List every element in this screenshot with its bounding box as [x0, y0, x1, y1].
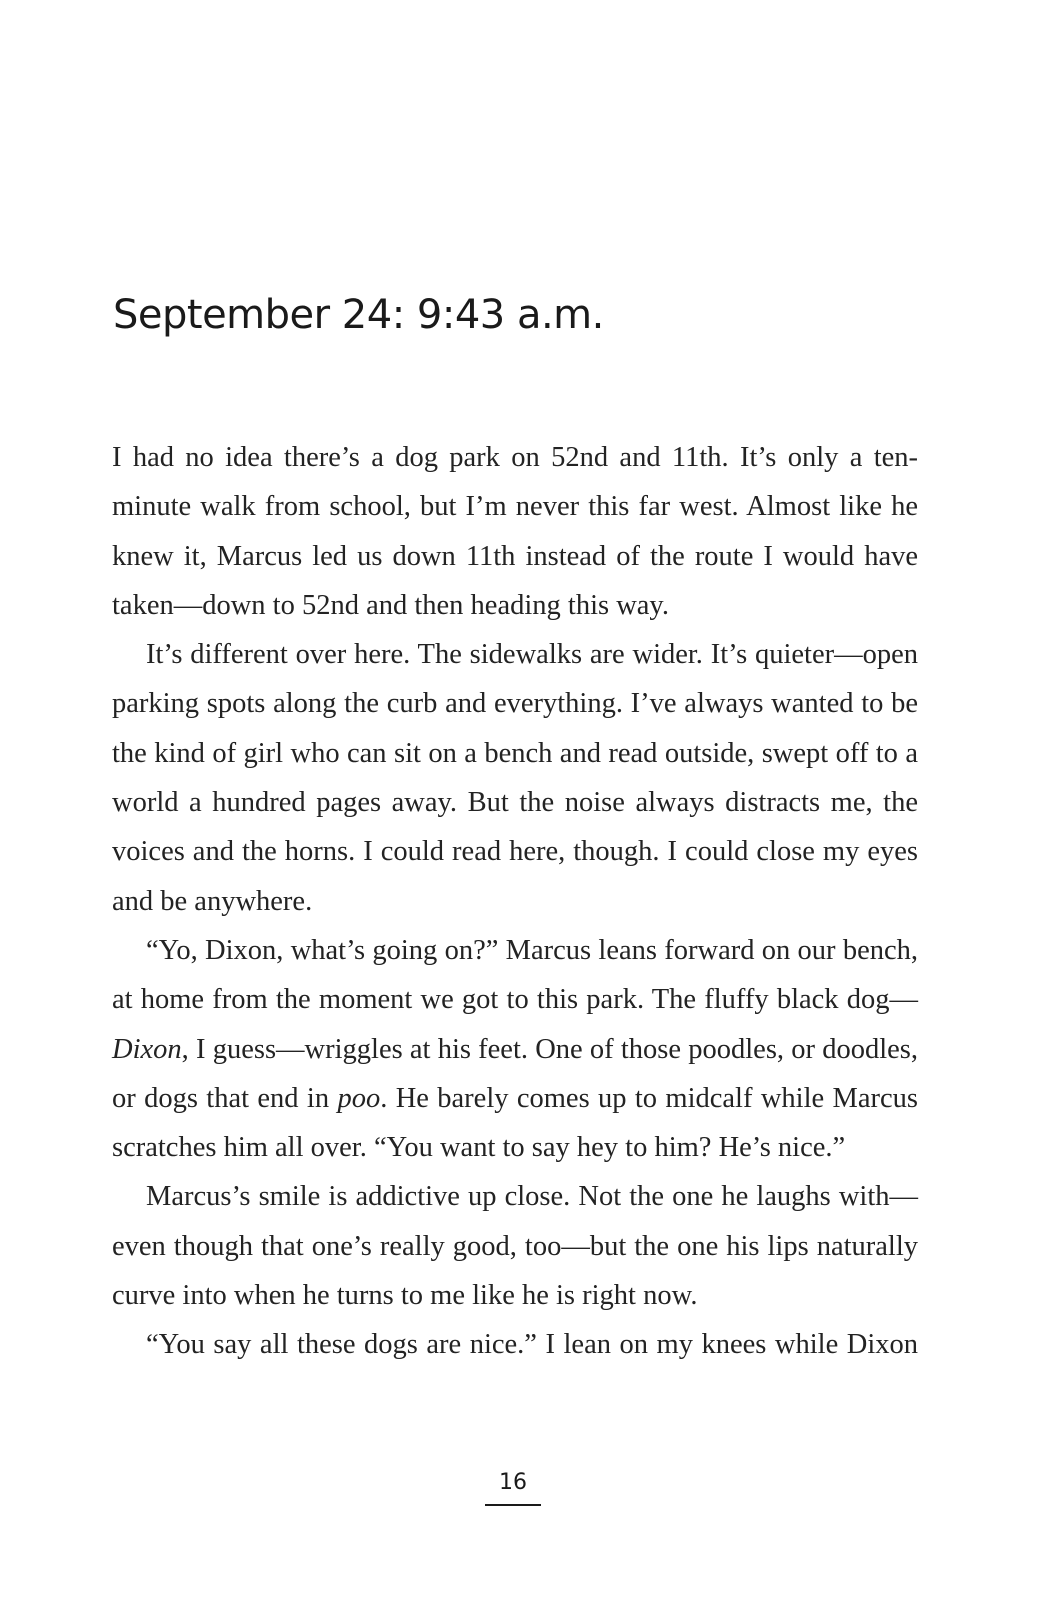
paragraph-text: . He barely comes up to midcalf while Marcus scratches him all over. “You want to say hey to him? He’s nice.” [112, 1082, 918, 1164]
paragraph-text: “You say all these dogs are nice.” I lean on my knees while Dixon [146, 1329, 918, 1361]
paragraph-2 [112, 630, 918, 926]
chapter-heading: September 24: 9:43 a.m. [113, 292, 604, 338]
paragraph-text: It’s different over here. The sidewalks are wider. It’s quieter—open parking spots along the curb and everything. I’ve always wanted to be the kind of girl who can sit on a bench and read outside, swept off to a world a hundred pages away. But the noise always distracts me, the voices and the horns. I could read here, though. I could close my eyes and be anywhere. [112, 639, 918, 917]
italic-text: Dixon [112, 1033, 182, 1065]
body-text [112, 433, 918, 1370]
page-number-rule [485, 1504, 541, 1506]
paragraph-5 [112, 1320, 918, 1369]
paragraph-3 [112, 926, 918, 1172]
paragraph-text: “Yo, Dixon, what’s going on?” Marcus leans forward on our bench, at home from the moment we got to this park. The fluffy black dog— [112, 934, 918, 1016]
page-number: 16 [499, 1470, 527, 1495]
italic-text: poo [337, 1082, 381, 1114]
paragraph-text: Marcus’s smile is addictive up close. Not the one he laughs with—even though that one’s really good, too—but the one his lips naturally curve into when he turns to me like he is right now. [112, 1181, 918, 1312]
paragraph-text: , I guess—wriggles at his feet. One of those poodles, or doodles, or dogs that end in [112, 1033, 918, 1114]
paragraph-text: I had no idea there’s a dog park on 52nd and 11th. It’s only a ten-minute walk from school, but I’m never this far west. Almost like he knew it, Marcus led us down 11th instead of the route I would have taken—down to 52nd and then heading this way. [112, 442, 918, 621]
paragraph-4 [112, 1172, 918, 1320]
paragraph-1 [112, 433, 918, 630]
